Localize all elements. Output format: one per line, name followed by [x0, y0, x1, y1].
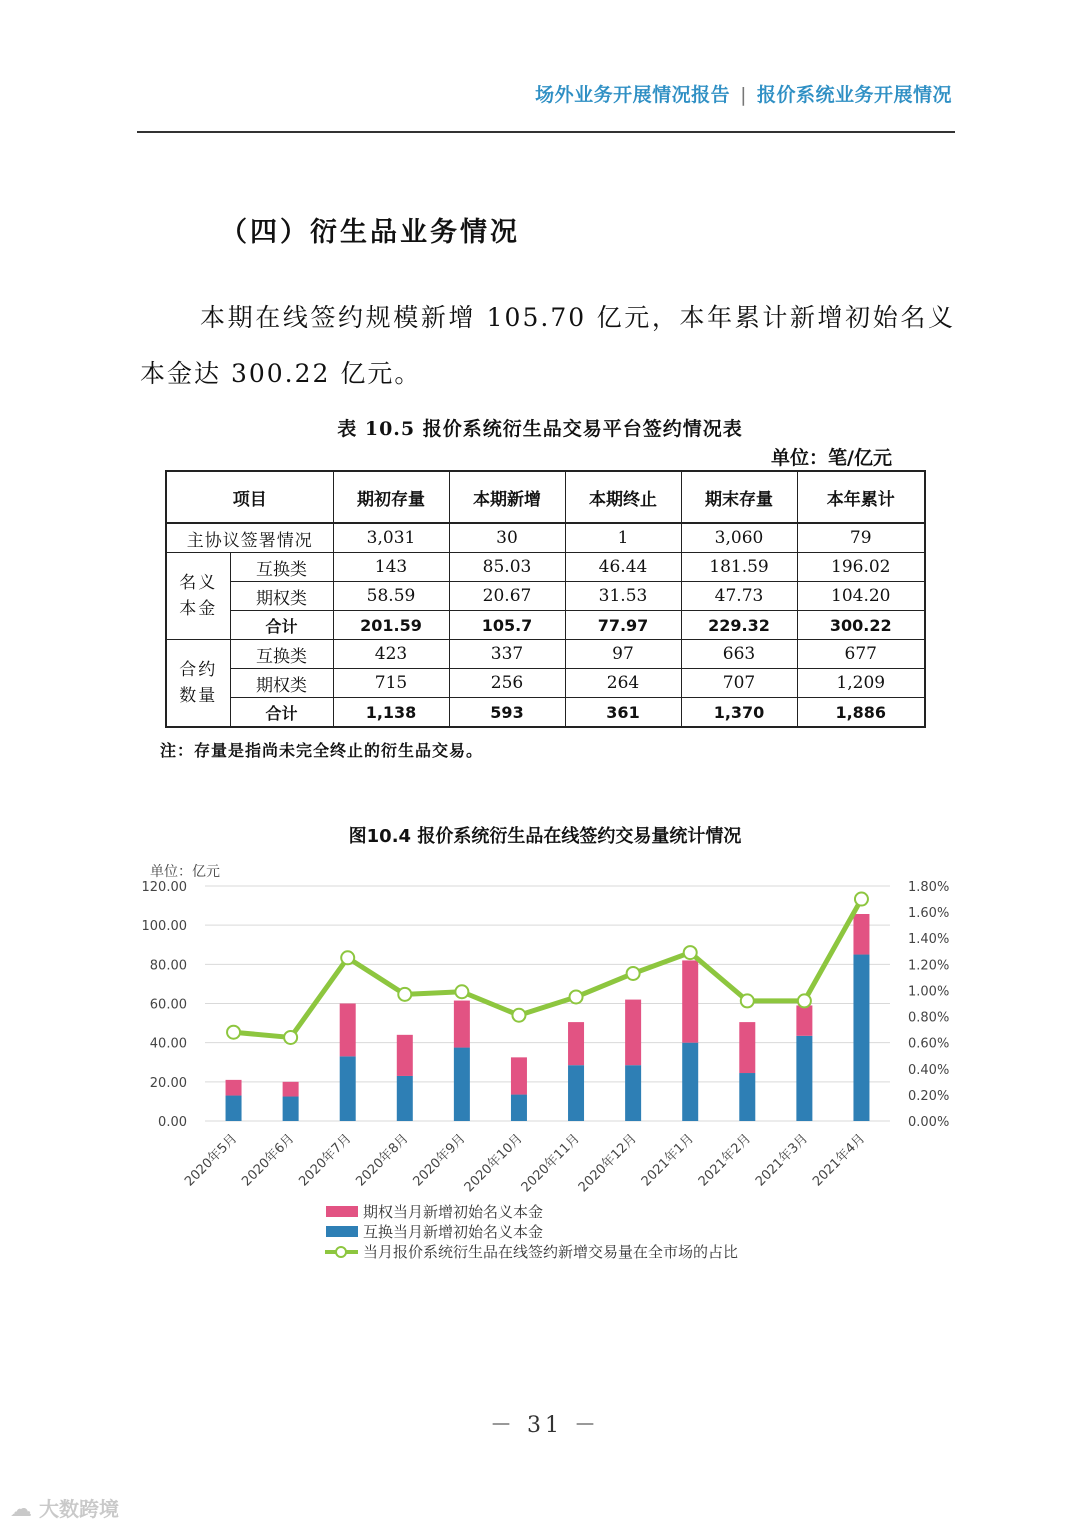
table-caption: 表 10.5 报价系统衍生品交易平台签约情况表: [337, 418, 743, 440]
x-tick-label: 2020年6月: [239, 1131, 298, 1190]
x-tick-label: 2020年10月: [461, 1131, 526, 1196]
table-header-row: [166, 471, 925, 523]
x-tick-label: 2020年11月: [518, 1131, 583, 1196]
share-point: [798, 994, 811, 1007]
bar-option: [568, 1022, 584, 1065]
header-report-title: 场外业务开展情况报告: [535, 84, 731, 106]
table-cell: 181.59: [681, 553, 797, 582]
table-header-cell: 本期终止: [565, 471, 681, 523]
table-header-cell: 本期新增: [449, 471, 565, 523]
y-right-tick-label: 1.00%: [908, 984, 950, 1000]
y-right-tick-label: 1.80%: [908, 880, 950, 895]
bar-swap: [226, 1096, 242, 1121]
page-number: － 31 －: [490, 1413, 600, 1438]
running-header: [535, 80, 952, 107]
bar-option: [397, 1035, 413, 1076]
y-right-tick-label: 0.80%: [908, 1010, 950, 1026]
table-cell: 1,209: [797, 669, 925, 698]
y-left-tick-label: 100.00: [141, 919, 187, 935]
header-separator: |: [740, 84, 747, 106]
section-title: （四）衍生品业务情况: [220, 217, 520, 248]
table-cell: 677: [797, 640, 925, 669]
y-left-tick-label: 0.00: [158, 1115, 187, 1130]
table-row: [166, 553, 925, 582]
header-section-title: 报价系统业务开展情况: [756, 84, 952, 106]
bar-swap: [454, 1048, 470, 1121]
share-point: [341, 951, 354, 964]
watermark-text: 大数跨境: [38, 1497, 119, 1521]
y-right-tick-label: 0.20%: [908, 1088, 950, 1104]
bar-option: [682, 960, 698, 1042]
bar-option: [625, 1000, 641, 1066]
legend-point-swatch: [336, 1247, 346, 1257]
share-point: [741, 994, 754, 1007]
table-cell: 79: [797, 523, 925, 553]
x-tick-label: 2020年8月: [353, 1131, 412, 1190]
table-unit: 单位：笔/亿元: [771, 447, 892, 469]
table-row-label: 合计: [230, 611, 333, 640]
watermark-logo: [10, 1493, 119, 1522]
table-row-label: 互换类: [230, 640, 333, 669]
bar-swap: [397, 1076, 413, 1121]
legend-label: 当月报价系统衍生品在线签约新增交易量在全市场的占比: [363, 1243, 739, 1261]
table-cell: 77.97: [565, 611, 681, 640]
table-cell: 58.59: [333, 582, 449, 611]
bar-swap: [340, 1056, 356, 1121]
bar-swap: [283, 1097, 299, 1121]
share-point: [512, 1009, 525, 1022]
bar-swap: [511, 1095, 527, 1121]
share-point: [227, 1026, 240, 1039]
table-cell: 264: [565, 669, 681, 698]
y-left-tick-label: 120.00: [141, 880, 187, 895]
table-cell: 47.73: [681, 582, 797, 611]
table-cell: 97: [565, 640, 681, 669]
table-header-cell: 期末存量: [681, 471, 797, 523]
table-cell: 300.22: [797, 611, 925, 640]
x-tick-label: 2021年1月: [638, 1131, 698, 1190]
table-cell: 256: [449, 669, 565, 698]
table-cell: 3,060: [681, 523, 797, 553]
table-row-total: [166, 611, 925, 640]
bar-swap: [739, 1073, 755, 1121]
bar-option: [739, 1022, 755, 1073]
legend-swatch: [326, 1226, 358, 1237]
legend-swatch: [326, 1206, 358, 1217]
bar-swap: [625, 1065, 641, 1121]
table-row-label: 期权类: [230, 669, 333, 698]
table-cell: 104.20: [797, 582, 925, 611]
bar-option: [340, 1004, 356, 1057]
table-cell: 196.02: [797, 553, 925, 582]
share-point: [455, 985, 468, 998]
table-header-cell: 项目: [166, 471, 333, 523]
table-row-total: [166, 698, 925, 728]
bar-option: [796, 1005, 812, 1035]
chart-title: 图10.4 报价系统衍生品在线签约交易量统计情况: [348, 826, 742, 847]
table-cell: 85.03: [449, 553, 565, 582]
table-cell: 201.59: [333, 611, 449, 640]
table-row-label: 互换类: [230, 553, 333, 582]
table-row-label: 主协议签署情况: [166, 523, 333, 553]
y-left-tick-label: 80.00: [149, 958, 187, 974]
table-row: [166, 640, 925, 669]
table-row-label: 合计: [230, 698, 333, 728]
y-right-tick-label: 1.40%: [908, 932, 950, 948]
x-tick-label: 2021年4月: [810, 1131, 869, 1190]
table-cell: 3,031: [333, 523, 449, 553]
table-cell: 143: [333, 553, 449, 582]
table-cell: 46.44: [565, 553, 681, 582]
bar-swap: [568, 1065, 584, 1121]
y-axis-unit-label: 单位：亿元: [150, 864, 220, 880]
share-point: [570, 990, 583, 1003]
y-right-tick-label: 1.20%: [908, 958, 950, 974]
body-paragraph: 本期在线签约规模新增 105.70 亿元，本年累计新增初始名义本金达 300.22 亿元。: [140, 303, 955, 388]
table-cell: 30: [449, 523, 565, 553]
x-tick-label: 2020年9月: [410, 1131, 469, 1190]
table-cell: 20.67: [449, 582, 565, 611]
table-cell: 593: [449, 698, 565, 728]
share-point: [855, 893, 868, 906]
table-cell: 361: [565, 698, 681, 728]
derivatives-volume-chart: [0, 850, 1080, 1280]
table-row: [166, 582, 925, 611]
watermark-icon: ☁: [10, 1497, 32, 1522]
table-cell: 229.32: [681, 611, 797, 640]
table-cell: 105.7: [449, 611, 565, 640]
header-divider: [137, 131, 955, 133]
table-cell: 1,886: [797, 698, 925, 728]
share-point: [398, 988, 411, 1001]
share-line: [234, 899, 862, 1037]
bar-option: [511, 1057, 527, 1094]
table-cell: 31.53: [565, 582, 681, 611]
table-cell: 1: [565, 523, 681, 553]
x-tick-label: 2020年5月: [182, 1131, 241, 1190]
y-right-tick-label: 1.60%: [908, 906, 950, 922]
bar-swap: [796, 1036, 812, 1121]
bar-option: [283, 1082, 299, 1097]
bar-option: [226, 1080, 242, 1096]
y-right-tick-label: 0.40%: [908, 1062, 950, 1078]
bar-swap: [682, 1043, 698, 1121]
table-header-cell: 本年累计: [797, 471, 925, 523]
x-tick-label: 2020年7月: [296, 1131, 355, 1190]
y-left-tick-label: 60.00: [149, 997, 187, 1013]
table-cell: 707: [681, 669, 797, 698]
table-row-label: 期权类: [230, 582, 333, 611]
table-cell: 337: [449, 640, 565, 669]
bar-swap: [853, 955, 869, 1121]
table-row: [166, 669, 925, 698]
share-point: [684, 946, 697, 959]
table-header-cell: 期初存量: [333, 471, 449, 523]
legend-label: 期权当月新增初始名义本金: [363, 1203, 544, 1221]
table-note: 注：存量是指尚未完全终止的衍生品交易。: [160, 741, 484, 760]
table-group-label: 合约数量: [166, 640, 230, 728]
table-cell: 1,138: [333, 698, 449, 728]
bar-option: [454, 1001, 470, 1048]
y-left-tick-label: 40.00: [149, 1036, 187, 1052]
x-tick-label: 2021年3月: [752, 1131, 812, 1190]
table-group-label: 名义本金: [166, 553, 230, 640]
share-point: [627, 967, 640, 980]
derivatives-signing-table: [165, 470, 926, 728]
bar-option: [853, 914, 869, 955]
y-left-tick-label: 20.00: [149, 1075, 187, 1091]
x-tick-label: 2021年2月: [695, 1131, 755, 1190]
y-right-tick-label: 0.00%: [908, 1115, 950, 1130]
table-row: [166, 523, 925, 553]
x-tick-label: 2020年12月: [575, 1131, 640, 1196]
table-cell: 663: [681, 640, 797, 669]
share-point: [284, 1031, 297, 1044]
table-cell: 1,370: [681, 698, 797, 728]
table-cell: 715: [333, 669, 449, 698]
legend-label: 互换当月新增初始名义本金: [363, 1223, 544, 1241]
y-right-tick-label: 0.60%: [908, 1036, 950, 1052]
table-cell: 423: [333, 640, 449, 669]
